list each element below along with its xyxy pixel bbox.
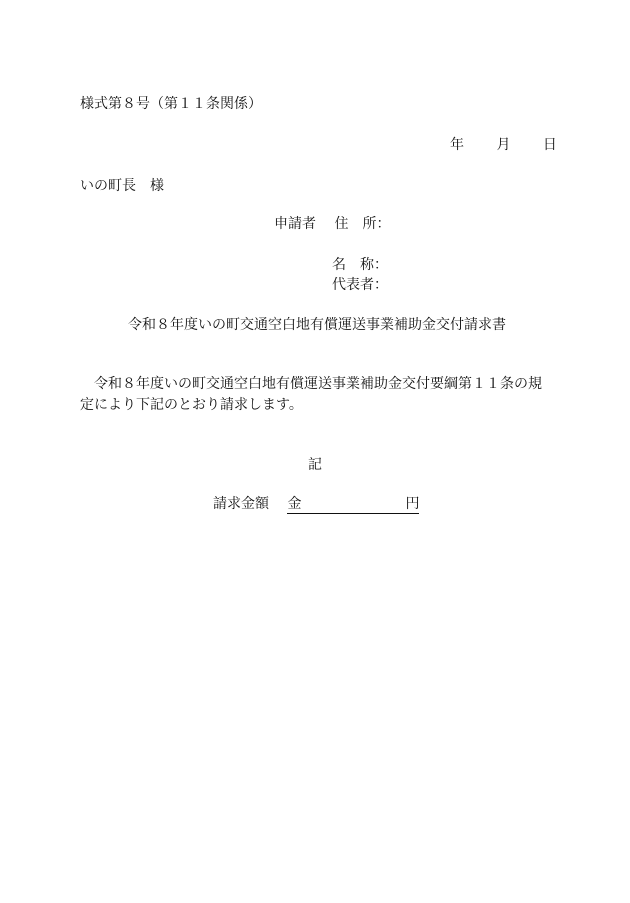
ki-heading: 記 [308,457,322,473]
document-title [0,316,630,334]
applicant-address-row [274,215,390,233]
name-label: 名 称： [332,257,388,273]
applicant-role-label: 申請者 [274,216,316,232]
date-month-label: 月 [496,137,511,153]
addressee: いの町長 様 [80,178,164,194]
date-line [450,136,557,154]
amount-field[interactable] [287,495,419,514]
amount-unit: 円 [405,496,420,512]
body-paragraph: 令和８年度いの町交通空白地有償運送事業補助金交付要綱第１１条の規定により下記のとおり請求します。 [80,376,542,413]
amount-prefix: 金 [287,496,302,512]
representative-label: 代表者： [332,277,388,293]
applicant-representative-row [332,276,388,294]
applicant-name-row [332,256,388,274]
amount-label: 請求金額 [213,496,269,512]
document-title-text: 令和８年度いの町交通空白地有償運送事業補助金交付請求書 [128,317,506,333]
date-day-label: 日 [542,137,557,153]
date-year-label: 年 [450,137,464,153]
amount-line [213,495,419,514]
form-number: 様式第８号（第１１条関係） [80,96,262,112]
address-label: 住 所： [334,216,391,232]
